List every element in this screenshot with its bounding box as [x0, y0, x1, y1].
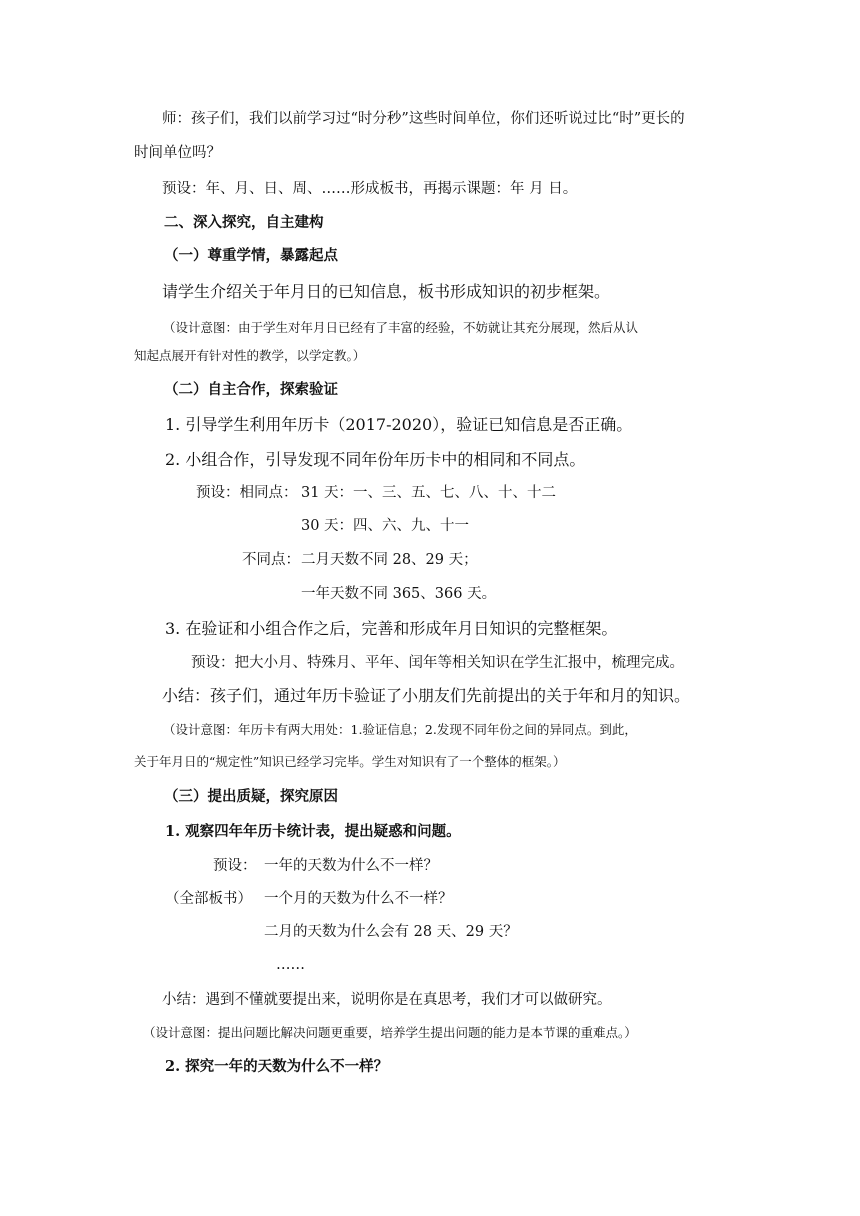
- different-february: 二月天数不同 28、29 天；: [301, 552, 478, 568]
- design-intent-1-line-1: （设计意图：由于学生对年月日已经有了丰富的经验，不妨就让其充分展现，然后从认: [163, 320, 639, 335]
- design-intent-2-line-1: （设计意图：年历卡有两大用处：1.验证信息；2.发现不同年份之间的异同点。到此，: [163, 722, 637, 737]
- summary-2: 小结：遇到不懂就要提出来，说明你是在真思考，我们才可以做研究。: [162, 992, 612, 1008]
- board-note-label: （全部板书）: [165, 891, 252, 907]
- sub-1-text: 请学生介绍关于年月日的已知信息，板书形成知识的初步框架。: [162, 282, 611, 301]
- different-year-days: 一年天数不同 365、366 天。: [301, 586, 497, 602]
- question-2: 一个月的天数为什么不一样？: [264, 891, 453, 907]
- sub-1-title: （一）尊重学情，暴露起点: [164, 247, 338, 264]
- preset-1: 预设：年、月、日、周、……形成板书，再揭示课题：年 月 日。: [162, 181, 578, 197]
- step-2: 2. 小组合作，引导发现不同年份年历卡中的相同和不同点。: [165, 450, 586, 469]
- same-points-label: 预设：相同点：: [196, 485, 298, 501]
- questions-title: 1. 观察四年年历卡统计表，提出疑惑和问题。: [165, 823, 461, 840]
- questions-ellipsis: ……: [276, 957, 305, 973]
- step-3: 3. 在验证和小组合作之后，完善和形成年月日知识的完整框架。: [165, 619, 618, 638]
- preset-3: 预设：把大小月、特殊月、平年、闰年等相关知识在学生汇报中，梳理完成。: [191, 655, 684, 671]
- same-31-days: 31 天：一、三、五、七、八、十、十二: [301, 485, 557, 501]
- question-3: 二月的天数为什么会有 28 天、29 天？: [264, 924, 518, 940]
- section-2-title: 二、深入探究，自主建构: [164, 214, 324, 231]
- teacher-question-line-1: 师：孩子们，我们以前学习过“时分秒”这些时间单位，你们还听说过比“时”更长的: [162, 111, 685, 127]
- design-intent-1-line-2: 知起点展开有针对性的教学，以学定教。）: [134, 348, 366, 363]
- same-30-days: 30 天：四、六、九、十一: [301, 518, 470, 534]
- design-intent-2-line-2: 关于年月日的“规定性”知识已经学习完毕。学生对知识有了一个整体的框架。）: [134, 754, 566, 769]
- questions-preset-label: 预设：: [213, 858, 257, 874]
- design-intent-3: （设计意图：提出问题比解决问题更重要，培养学生提出问题的能力是本节课的重难点。）: [143, 1025, 637, 1040]
- summary-1: 小结：孩子们，通过年历卡验证了小朋友们先前提出的关于年和月的知识。: [162, 686, 691, 705]
- teacher-question-line-2: 时间单位吗？: [134, 145, 221, 161]
- sub-2-title: （二）自主合作，探索验证: [164, 381, 338, 398]
- explore-title: 2. 探究一年的天数为什么不一样？: [165, 1058, 389, 1075]
- different-points-label: 不同点：: [242, 552, 300, 568]
- question-1: 一年的天数为什么不一样？: [264, 858, 438, 874]
- sub-3-title: （三）提出质疑，探究原因: [164, 788, 338, 805]
- step-1: 1. 引导学生利用年历卡（2017-2020），验证已知信息是否正确。: [165, 415, 633, 434]
